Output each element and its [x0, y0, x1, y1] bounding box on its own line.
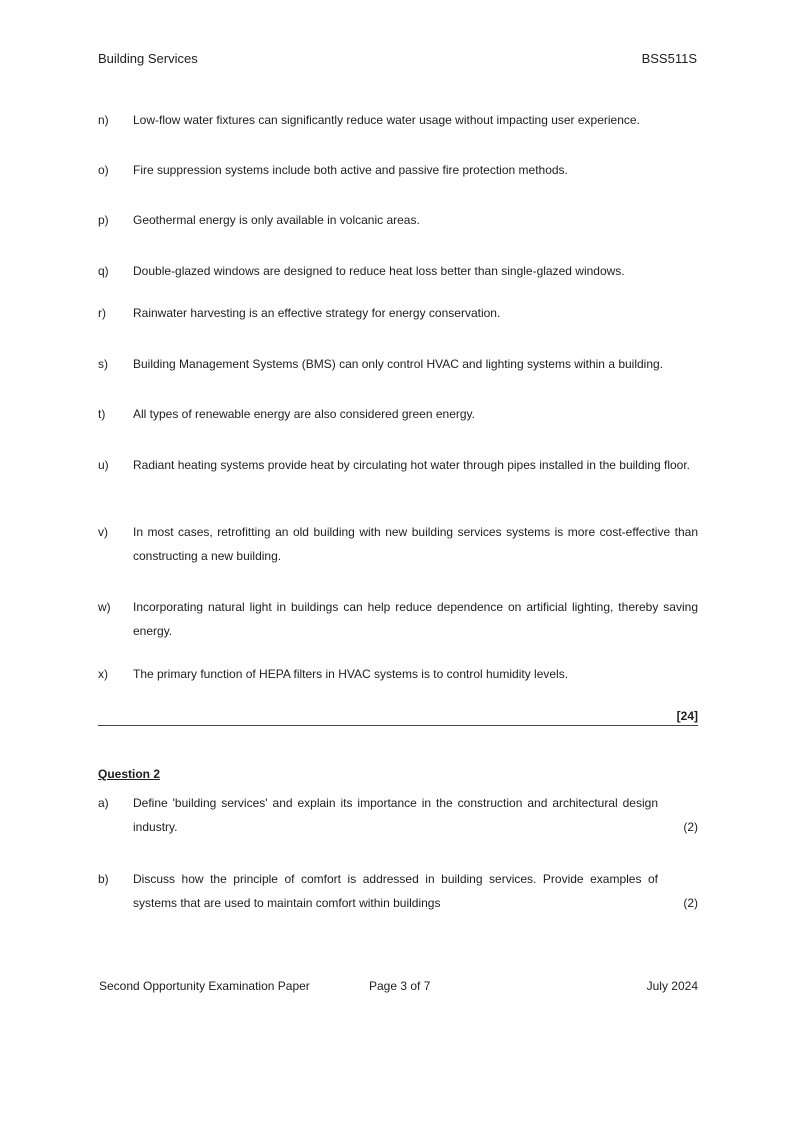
item-label: r) — [98, 306, 106, 320]
item-text: Geothermal energy is only available in volcanic areas. — [133, 213, 420, 227]
item-label: p) — [98, 213, 109, 227]
item-text: Low-flow water fixtures can significantly reduce water usage without impacting user experience. — [133, 113, 640, 127]
item-label: u) — [98, 458, 109, 472]
item-text: In most cases, retrofitting an old building with new building services systems is more cost-effective than constructing a new building. — [133, 525, 698, 563]
question-item-p — [98, 208, 698, 232]
question-2-part-b — [98, 867, 698, 915]
footer-paper-title: Second Opportunity Examination Paper — [99, 979, 310, 993]
question-item-w — [98, 595, 698, 643]
item-text: Building Management Systems (BMS) can only control HVAC and lighting systems within a building. — [133, 357, 664, 371]
item-label: n) — [98, 113, 109, 127]
item-text: Fire suppression systems include both active and passive fire protection methods. — [133, 163, 568, 177]
item-text: Rainwater harvesting is an effective strategy for energy conservation. — [133, 306, 501, 320]
item-label: s) — [98, 357, 108, 371]
question-2-part-a — [98, 791, 698, 839]
part-marks: (2) — [683, 896, 698, 910]
question-item-s — [98, 352, 698, 376]
item-label: t) — [98, 407, 106, 421]
item-text: The primary function of HEPA filters in HVAC systems is to control humidity levels. — [133, 667, 569, 681]
question-item-u — [98, 453, 698, 477]
item-text: Incorporating natural light in buildings can help reduce dependence on artificial lighting, thereby saving energy. — [133, 600, 698, 638]
section-divider — [98, 725, 698, 726]
part-text: Discuss how the principle of comfort is addressed in building services. Provide examples of systems that are used to maintain comfort within buildings — [133, 872, 658, 910]
question-item-q — [98, 259, 698, 283]
item-text: Radiant heating systems provide heat by circulating hot water through pipes installed in the building floor. — [133, 458, 690, 472]
question-item-r — [98, 301, 698, 325]
question-item-v — [98, 520, 698, 568]
part-label: b) — [98, 872, 109, 886]
question-item-t — [98, 402, 698, 426]
item-label: o) — [98, 163, 109, 177]
item-text: All types of renewable energy are also considered green energy. — [133, 407, 475, 421]
question-item-o — [98, 158, 698, 182]
course-title: Building Services — [98, 51, 198, 66]
item-label: w) — [98, 600, 111, 614]
question-item-n — [98, 108, 698, 132]
footer-page-number: Page 3 of 7 — [369, 979, 431, 993]
question-item-x — [98, 662, 698, 686]
item-label: v) — [98, 525, 108, 539]
item-text: Double-glazed windows are designed to reduce heat loss better than single-glazed windows. — [133, 264, 625, 278]
part-text: Define 'building services' and explain its importance in the construction and architectural design industry. — [133, 796, 658, 834]
course-code: BSS511S — [641, 51, 697, 66]
question-2-title: Question 2 — [98, 767, 161, 781]
item-label: q) — [98, 264, 109, 278]
footer-date: July 2024 — [646, 979, 698, 993]
item-label: x) — [98, 667, 108, 681]
section-total-marks: [24] — [676, 709, 698, 723]
part-label: a) — [98, 796, 109, 810]
part-marks: (2) — [683, 820, 698, 834]
